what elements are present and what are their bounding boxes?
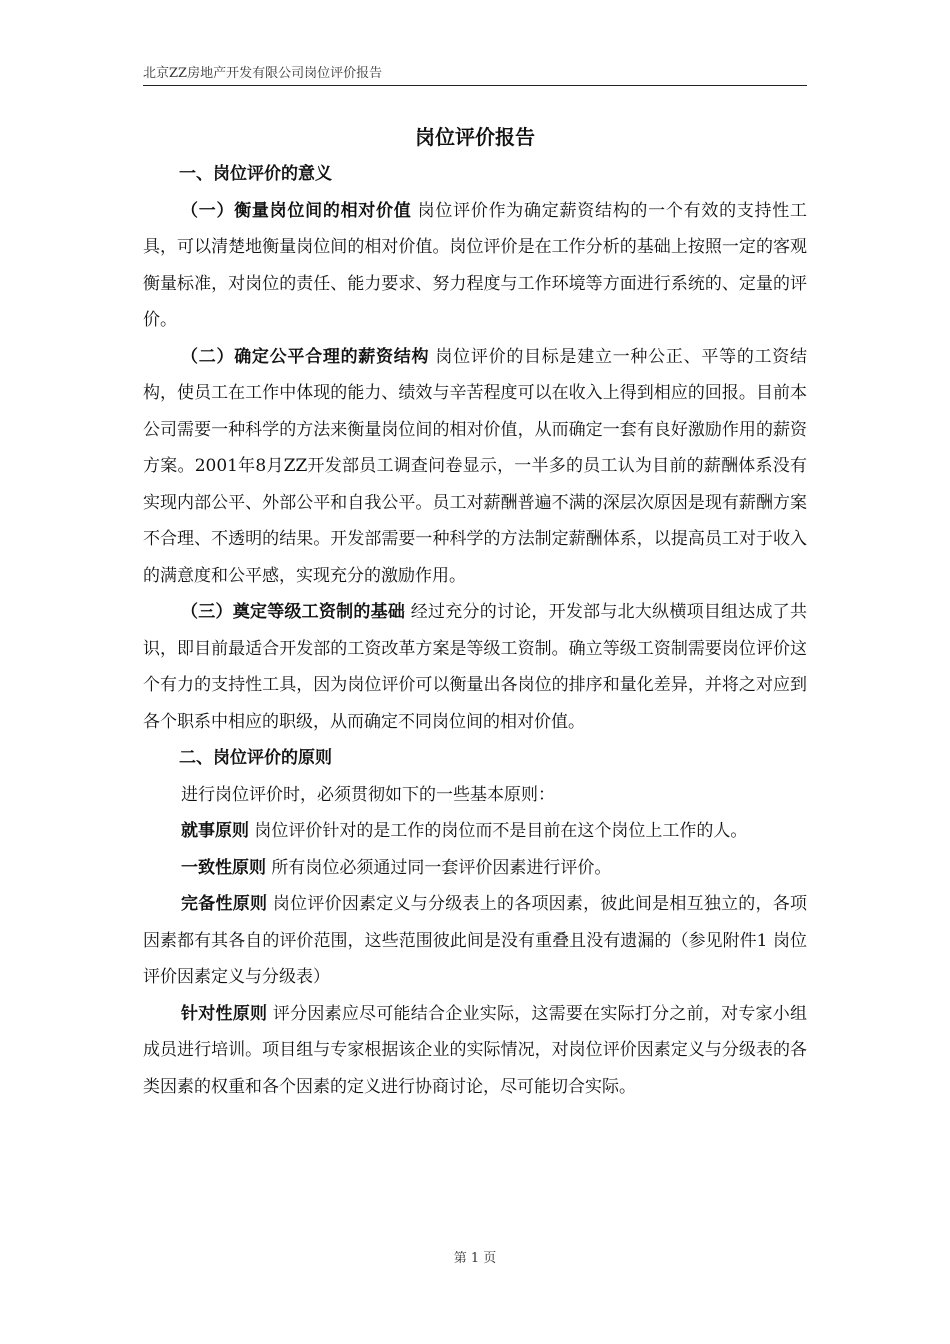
page-header: [143, 62, 807, 86]
principle-label: 完备性原则: [181, 894, 268, 914]
paragraph-label: （一）衡量岗位间的相对价值: [181, 200, 412, 221]
principle-label: 就事原则: [181, 821, 249, 841]
document-body: [143, 118, 807, 1105]
principle-pertinence: [143, 996, 807, 1106]
principle-label: 针对性原则: [181, 1003, 268, 1024]
principle-completeness: [143, 886, 807, 996]
section-heading-meaning: 一、岗位评价的意义: [179, 164, 332, 184]
principle-text: 所有岗位必须通过同一套评价因素进行评价。: [271, 857, 612, 878]
paragraph-label: （三）奠定等级工资制的基础: [181, 602, 406, 622]
paragraph-fair-salary-structure: [143, 339, 807, 595]
paragraph-grade-wage-foundation: [143, 594, 807, 740]
paragraph-relative-value: [143, 193, 807, 339]
page-footer: [0, 1247, 950, 1266]
document-title: 岗位评价报告: [415, 125, 535, 149]
paragraph-text: 岗位评价作为确定薪资结构的一个有效的支持性工具，可以清楚地衡量岗位间的相对价值。岗位评价是在工作分析的基础上按照一定的客观衡量标准，对岗位的责任、能力要求、努力程度与工作环境等方面进行系统的、定量的评价。: [143, 200, 808, 330]
principle-label: 一致性原则: [181, 857, 266, 878]
paragraph-label: （二）确定公平合理的薪资结构: [181, 346, 430, 367]
principle-job-focus: [143, 813, 807, 850]
section-heading-principles: 二、岗位评价的原则: [179, 748, 332, 768]
header-text: 北京ZZ房地产开发有限公司岗位评价报告: [143, 66, 383, 81]
paragraph-text: 岗位评价的目标是建立一种公正、平等的工资结构，使员工在工作中体现的能力、绩效与辛苦程度可以在收入上得到相应的回报。目前本公司需要一种科学的方法来衡量岗位间的相对价值，从而确定一套有良好激励作用的薪资方案。2001年8月ZZ开发部员工调查问卷显示，一半多的员工认为目前的薪酬体系没有实现内部公平、外部公平和自我公平。员工对薪酬普遍不满的深层次原因是现有薪酬方案不合理、不透明的结果。开发部需要一种科学的方法制定薪酬体系，以提高员工对于收入的满意度和公平感，实现充分的激励作用。: [143, 346, 808, 586]
page-number: 第 1 页: [453, 1251, 497, 1266]
principle-consistency: [143, 850, 807, 887]
principle-text: 岗位评价针对的是工作的岗位而不是目前在这个岗位上工作的人。: [254, 821, 748, 841]
principle-text: 评分因素应尽可能结合企业实际，这需要在实际打分之前，对专家小组成员进行培训。项目组与专家根据该企业的实际情况，对岗位评价因素定义与分级表的各类因素的权重和各个因素的定义进行协商讨论，尽可能切合实际。: [143, 1003, 808, 1097]
paragraph-text: 经过充分的讨论，开发部与北大纵横项目组达成了共识，即目前最适合开发部的工资改革方案是等级工资制。确立等级工资制需要岗位评价这个有力的支持性工具，因为岗位评价可以衡量出各岗位的排序和量化差异，并将之对应到各个职系中相应的职级，从而确定不同岗位间的相对价值。: [143, 602, 808, 732]
principles-intro: 进行岗位评价时，必须贯彻如下的一些基本原则：: [181, 784, 555, 805]
principle-text: 岗位评价因素定义与分级表上的各项因素，彼此间是相互独立的，各项因素都有其各自的评价范围，这些范围彼此间是没有重叠且没有遗漏的（参见附件1 岗位评价因素定义与分级表）: [143, 894, 808, 987]
